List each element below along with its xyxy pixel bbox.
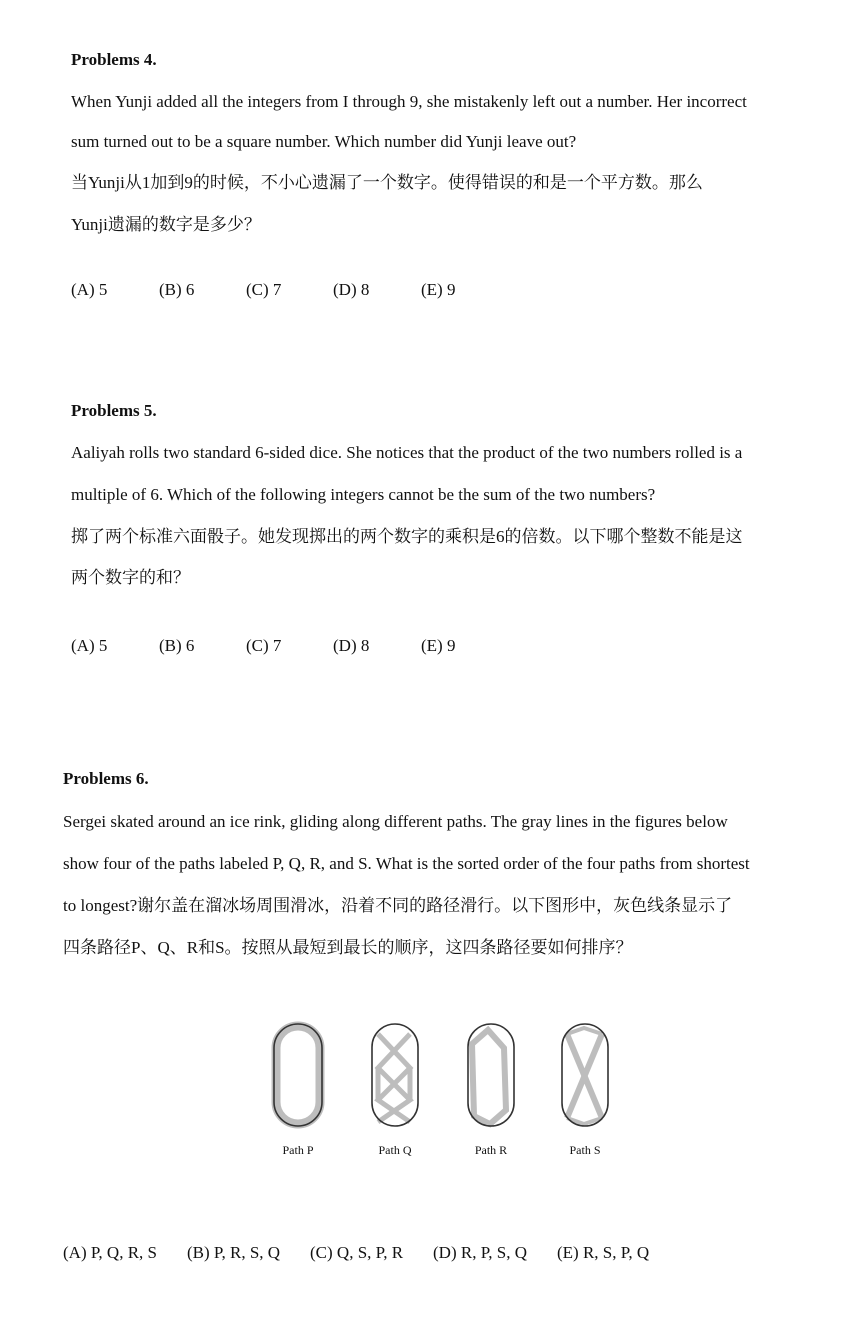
- path-s-label: Path S: [569, 1143, 601, 1157]
- problem-6-line-2: show four of the paths labeled P, Q, R, and S. What is the sorted order of the four paths from shortest: [63, 854, 750, 873]
- problem-4-chinese-line-1: 当Yunji从1加到9的时候，不小心遗漏了一个数字。使得错误的和是一个平方数。那么: [71, 173, 703, 192]
- problem-5-choice-a: (A) 5: [71, 636, 108, 655]
- problem-5-choice-b: (B) 6: [159, 636, 195, 655]
- path-s-figure: [562, 1024, 608, 1157]
- problem-4-chinese-line-2: Yunji遗漏的数字是多少？: [71, 215, 261, 234]
- path-r-figure: [468, 1024, 514, 1157]
- problem-6-choice-d: (D) R, P, S, Q: [433, 1243, 527, 1262]
- problem-4-choice-e: (E) 9: [421, 280, 456, 299]
- problem-6-line-3: to longest?谢尔盖在溜冰场周围滑冰，沿着不同的路径滑行。以下图形中，灰色线条显示了: [63, 896, 733, 915]
- problem-6-line-4: 四条路径P、Q、R和S。按照从最短到最长的顺序，这四条路径要如何排序？: [63, 938, 633, 957]
- problem-6-choices: [63, 1242, 703, 1264]
- problem-6-title: Problems 6.: [63, 769, 149, 788]
- path-p-route: [276, 1026, 320, 1124]
- problem-4-english-line-1: When Yunji added all the integers from I through 9, she mistakenly left out a number. Her incorrect: [71, 92, 747, 111]
- problem-4-choice-b: (B) 6: [159, 280, 195, 299]
- problem-5-choice-c: (C) 7: [246, 636, 282, 655]
- path-p-label: Path P: [282, 1143, 314, 1157]
- problem-5-chinese-line-1: 掷了两个标准六面骰子。她发现掷出的两个数字的乘积是6的倍数。以下哪个整数不能是这: [71, 527, 743, 546]
- path-p-figure: [274, 1024, 322, 1157]
- problem-4-title: Problems 4.: [71, 50, 157, 69]
- problem-4-choice-d: (D) 8: [333, 280, 370, 299]
- problem-5-title: Problems 5.: [71, 401, 157, 420]
- problem-4-choice-a: (A) 5: [71, 280, 108, 299]
- problem-6-choice-a: (A) P, Q, R, S: [63, 1243, 157, 1262]
- problem-5-choice-e: (E) 9: [421, 636, 456, 655]
- problem-5-english-line-1: Aaliyah rolls two standard 6-sided dice. She notices that the product of the two numbers rolled is a: [71, 443, 743, 462]
- problem-6-choice-e: (E) R, S, P, Q: [557, 1243, 650, 1262]
- path-r-route: [472, 1030, 506, 1124]
- path-figures: [270, 1020, 615, 1160]
- problem-6-choice-b: (B) P, R, S, Q: [187, 1243, 281, 1262]
- path-q-figure: [372, 1024, 418, 1157]
- problem-4-choices: [71, 279, 571, 301]
- problem-4-english-line-2: sum turned out to be a square number. Which number did Yunji leave out?: [71, 132, 577, 151]
- problem-4-choice-c: (C) 7: [246, 280, 282, 299]
- problem-5-choices: [71, 635, 571, 657]
- problem-5-choice-d: (D) 8: [333, 636, 370, 655]
- path-s-route-top: [567, 1028, 602, 1034]
- problem-6-choice-c: (C) Q, S, P, R: [310, 1243, 404, 1262]
- path-r-label: Path R: [474, 1143, 508, 1157]
- path-q-route-b: [378, 1034, 410, 1122]
- path-figures-svg: [270, 1020, 615, 1160]
- problem-6-line-1: Sergei skated around an ice rink, gliding along different paths. The gray lines in the figures below: [63, 812, 728, 831]
- problem-5-chinese-line-2: 两个数字的和？: [71, 568, 190, 587]
- path-q-label: Path Q: [378, 1143, 412, 1157]
- problem-5-english-line-2: multiple of 6. Which of the following integers cannot be the sum of the two numbers?: [71, 485, 656, 504]
